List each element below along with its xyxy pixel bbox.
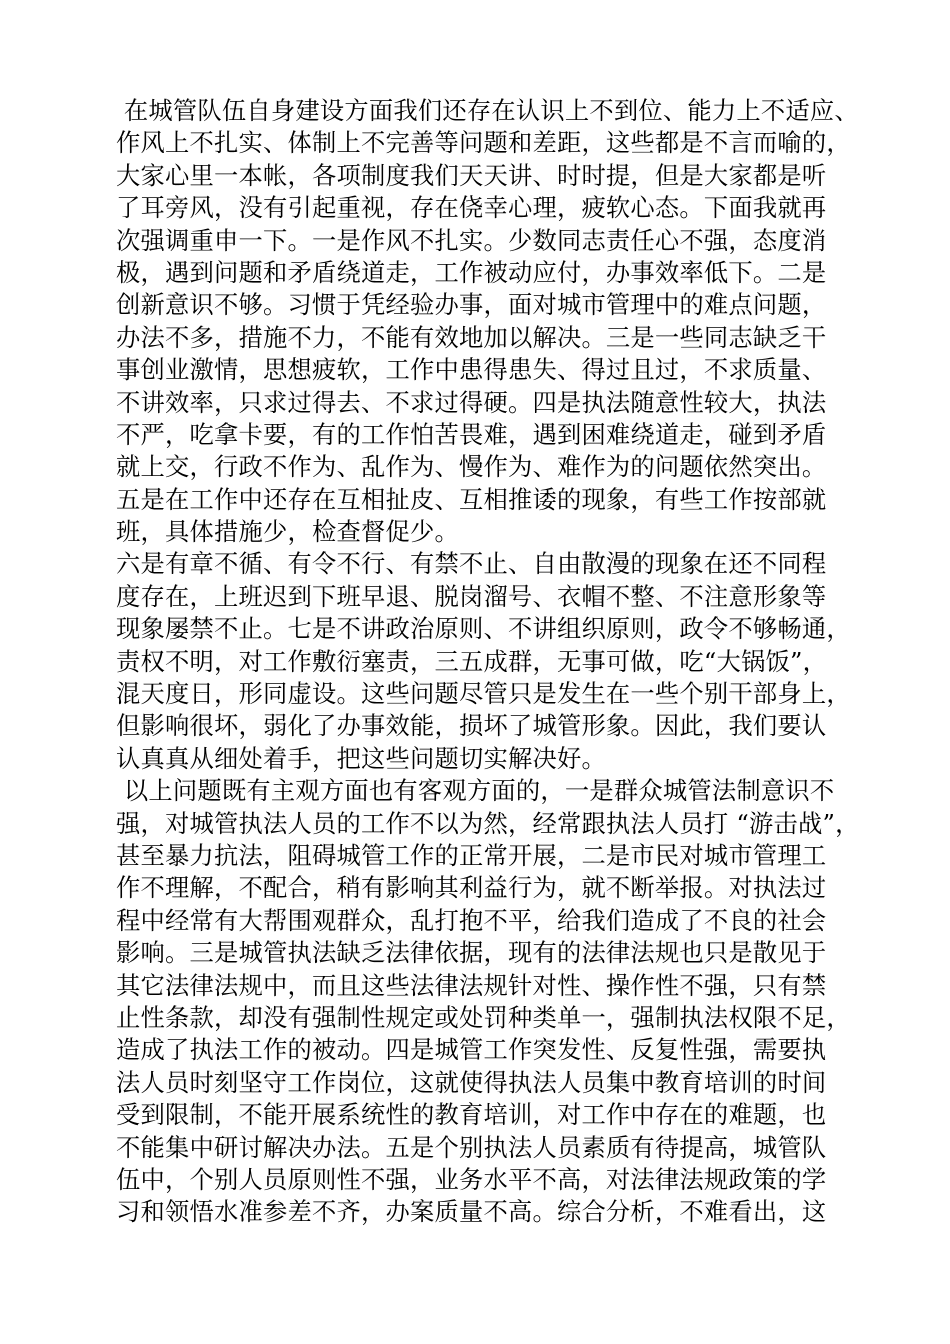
text-line: 止性条款，却没有强制性规定或处罚种类单一，强制执法权限不足， — [116, 1002, 851, 1032]
text-line: 程中经常有大帮围观群众，乱打抱不平，给我们造成了不良的社会 — [116, 905, 827, 935]
text-line: 事创业激情，思想疲软，工作中患得患失、得过且过，不求质量、 — [116, 355, 827, 385]
text-line: 次强调重申一下。一是作风不扎实。少数同志责任心不强，态度消 — [116, 225, 827, 255]
body-text — [116, 95, 860, 1229]
text-line: 度存在，上班迟到下班早退、脱岗溜号、衣帽不整、不注意形象等 — [116, 581, 827, 611]
text-line: 造成了执法工作的被动。四是城管工作突发性、反复性强，需要执 — [116, 1035, 827, 1065]
text-line: 不能集中研讨解决办法。五是个别执法人员素质有待提高，城管队 — [116, 1132, 827, 1162]
text-line: 不严，吃拿卡要，有的工作怕苦畏难，遇到困难绕道走，碰到矛盾 — [116, 419, 827, 449]
text-line: 法人员时刻坚守工作岗位，这就使得执法人员集中教育培训的时间 — [116, 1067, 827, 1097]
text-line: 以上问题既有主观方面也有客观方面的，一是群众城管法制意识不 — [116, 776, 835, 806]
text-line: 办法不多，措施不力，不能有效地加以解决。三是一些同志缺乏干 — [116, 322, 827, 352]
text-line: 但影响很坏，弱化了办事效能，损坏了城管形象。因此，我们要认 — [116, 711, 827, 741]
text-line: 六是有章不循、有令不行、有禁不止、自由散漫的现象在还不同程 — [116, 549, 827, 579]
text-line: 责权不明，对工作敷衍塞责，三五成群，无事可做，吃“大锅饭”， — [116, 646, 828, 676]
text-line: 了耳旁风，没有引起重视，存在侥幸心理，疲软心态。下面我就再 — [116, 193, 827, 223]
text-line: 伍中，个别人员原则性不强，业务水平不高，对法律法规政策的学 — [116, 1164, 827, 1194]
text-line: 极，遇到问题和矛盾绕道走，工作被动应付，办事效率低下。二是 — [116, 257, 827, 287]
text-line: 强，对城管执法人员的工作不以为然，经常跟执法人员打 “游击战”， — [116, 808, 860, 838]
text-line: 作风上不扎实、体制上不完善等问题和差距，这些都是不言而喻的， — [116, 128, 851, 158]
text-line: 习和领悟水准参差不齐，办案质量不高。综合分析，不难看出，这 — [116, 1197, 827, 1227]
text-line: 甚至暴力抗法，阻碍城管工作的正常开展，二是市民对城市管理工 — [116, 840, 827, 870]
text-line: 不讲效率，只求过得去、不求过得硬。四是执法随意性较大，执法 — [116, 387, 827, 417]
text-line: 五是在工作中还存在互相扯皮、互相推诿的现象，有些工作按部就 — [116, 484, 827, 514]
text-line: 大家心里一本帐，各项制度我们天天讲、时时提，但是大家都是听 — [116, 160, 827, 190]
text-line: 其它法律法规中，而且这些法律法规针对性、操作性不强，只有禁 — [116, 970, 827, 1000]
text-line: 在城管队伍自身建设方面我们还存在认识上不到位、能力上不适应、 — [116, 96, 859, 125]
text-line: 受到限制，不能开展系统性的教育培训，对工作中存在的难题，也 — [116, 1100, 827, 1130]
text-line: 班，具体措施少，检查督促少。 — [116, 517, 459, 547]
text-line: 就上交，行政不作为、乱作为、慢作为、难作为的问题依然突出。 — [116, 452, 827, 482]
text-line: 认真真从细处着手，把这些问题切实解决好。 — [116, 743, 606, 773]
text-line: 创新意识不够。习惯于凭经验办事，面对城市管理中的难点问题， — [116, 290, 827, 320]
text-line: 作不理解，不配合，稍有影响其利益行为，就不断举报。对执法过 — [116, 873, 827, 903]
text-line: 混天度日，形同虚设。这些问题尽管只是发生在一些个别干部身上， — [116, 679, 851, 709]
text-line: 影响。三是城管执法缺乏法律依据，现有的法律法规也只是散见于 — [116, 938, 827, 968]
text-line: 现象屡禁不止。七是不讲政治原则、不讲组织原则，政令不够畅通， — [116, 614, 851, 644]
